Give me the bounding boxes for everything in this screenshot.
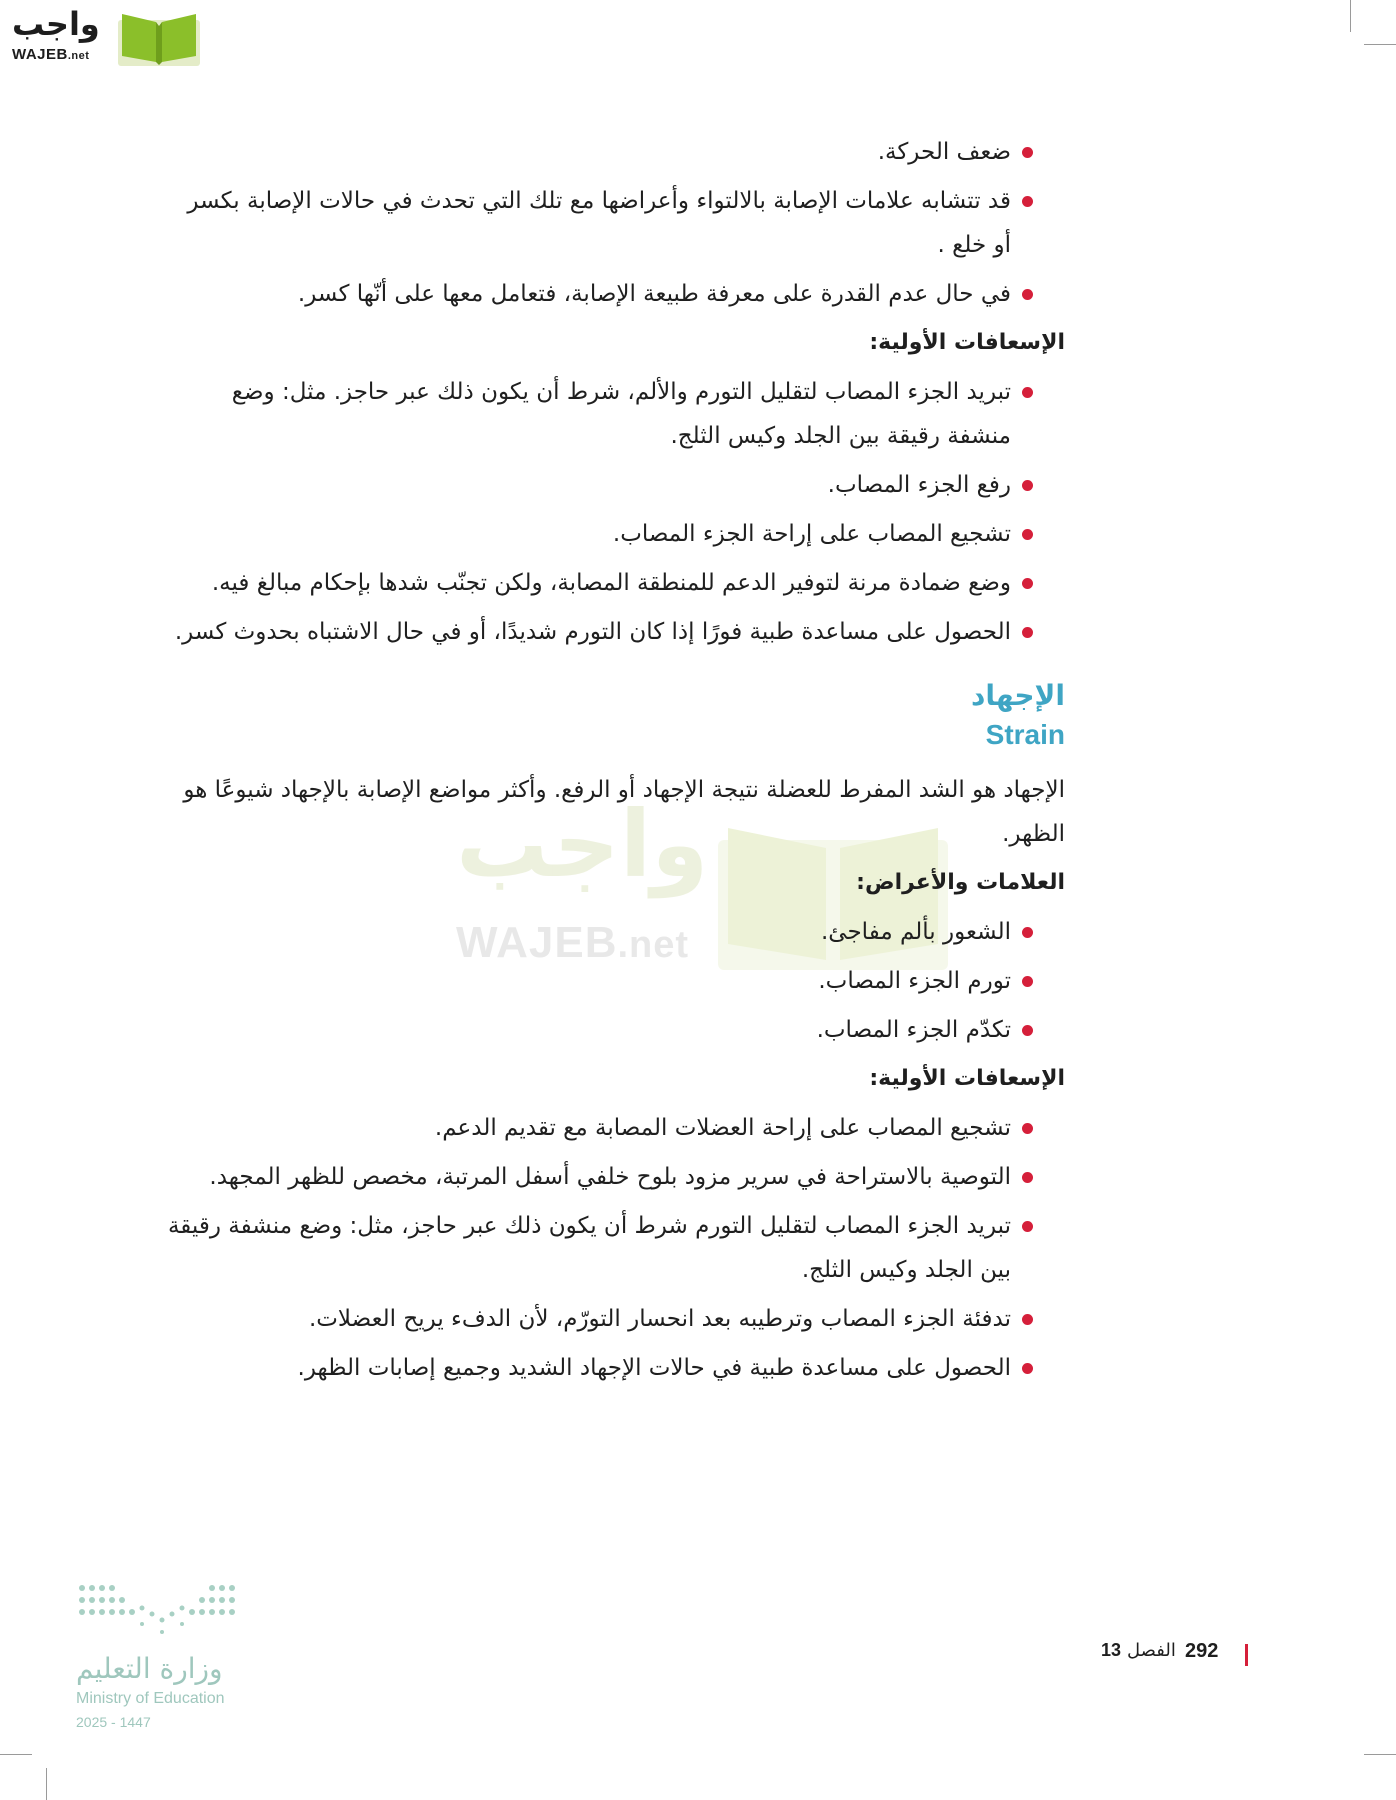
first-aid-heading: الإسعافات الأولية:: [869, 330, 1065, 355]
crop-mark: [46, 1768, 47, 1800]
list-item: وضع ضمادة مرنة لتوفير الدعم للمنطقة المصابة، ولكن تجنّب شدها بإحكام مبالغ فيه.: [165, 561, 1065, 605]
chapter-number: 13: [1101, 1640, 1122, 1660]
ministry-name-english: Ministry of Education: [76, 1690, 225, 1707]
crop-mark: [1364, 44, 1396, 45]
list-item: قد تتشابه علامات الإصابة بالالتواء وأعراضها مع تلك التي تحدث في حالات الإصابة بكسر أو خلع .: [165, 179, 1065, 267]
ministry-name-arabic: وزارة التعليم: [76, 1652, 223, 1685]
logo-english-text: WAJEB.net: [12, 46, 90, 63]
list-item: التوصية بالاستراحة في سرير مزود بلوح خلفي أسفل المرتبة، مخصص للظهر المجهد.: [165, 1155, 1065, 1199]
list-item: تكدّم الجزء المصاب.: [165, 1008, 1065, 1052]
list-item: تبريد الجزء المصاب لتقليل التورم شرط أن يكون ذلك عبر حاجز، مثل: وضع منشفة رقيقة بين الجلد وكيس الثلج.: [165, 1204, 1065, 1292]
ministry-logo: [74, 1580, 254, 1730]
section-title-english: Strain: [985, 719, 1065, 750]
list-item: تشجيع المصاب على إراحة الجزء المصاب.: [165, 512, 1065, 556]
list-item: الحصول على مساعدة طبية في حالات الإجهاد الشديد وجميع إصابات الظهر.: [165, 1346, 1065, 1390]
main-content: [165, 130, 1065, 1395]
section-title-arabic: الإجهاد: [971, 679, 1065, 712]
list-item: تدفئة الجزء المصاب وترطيبه بعد انحسار التورّم، لأن الدفء يريح العضلات.: [165, 1297, 1065, 1341]
crop-mark: [0, 1754, 32, 1755]
crop-mark: [1350, 0, 1351, 32]
page-number: 292: [1185, 1640, 1219, 1662]
section-header: [165, 676, 1065, 754]
ministry-year: 2025 - 1447: [76, 1714, 151, 1730]
list-item: تبريد الجزء المصاب لتقليل التورم والألم، شرط أن يكون ذلك عبر حاجز. مثل: وضع منشفة رقيقة بين الجلد وكيس الثلج.: [165, 370, 1065, 458]
signs-heading: العلامات والأعراض:: [856, 870, 1065, 895]
list-item: الشعور بألم مفاجئ.: [165, 910, 1065, 954]
list-item: في حال عدم القدرة على معرفة طبيعة الإصابة، فتعامل معها على أنّها كسر.: [165, 272, 1065, 316]
chapter-label: الفصل: [1127, 1640, 1176, 1661]
definition-paragraph: الإجهاد هو الشد المفرط للعضلة نتيجة الإجهاد أو الرفع. وأكثر مواضع الإصابة بالإجهاد شيوعًا هو الظهر.: [183, 777, 1065, 847]
list-item: تشجيع المصاب على إراحة العضلات المصابة مع تقديم الدعم.: [165, 1106, 1065, 1150]
footer-accent-bar: [1245, 1644, 1248, 1666]
list-item: تورم الجزء المصاب.: [165, 959, 1065, 1003]
watermark-arabic-text: واجب: [456, 791, 709, 898]
list-item: ضعف الحركة.: [165, 130, 1065, 174]
book-icon: [118, 10, 200, 66]
watermark-english-text: WAJEB.net: [456, 918, 690, 967]
logo-arabic-text: واجب: [12, 5, 100, 43]
first-aid-heading: الإسعافات الأولية:: [869, 1066, 1065, 1091]
ministry-dots-icon: [76, 1580, 246, 1640]
list-item: الحصول على مساعدة طبية فورًا إذا كان التورم شديدًا، أو في حال الاشتباه بحدوث كسر.: [165, 610, 1065, 654]
wajeb-logo[interactable]: [12, 6, 192, 66]
crop-mark: [1364, 1754, 1396, 1755]
list-item: رفع الجزء المصاب.: [165, 463, 1065, 507]
